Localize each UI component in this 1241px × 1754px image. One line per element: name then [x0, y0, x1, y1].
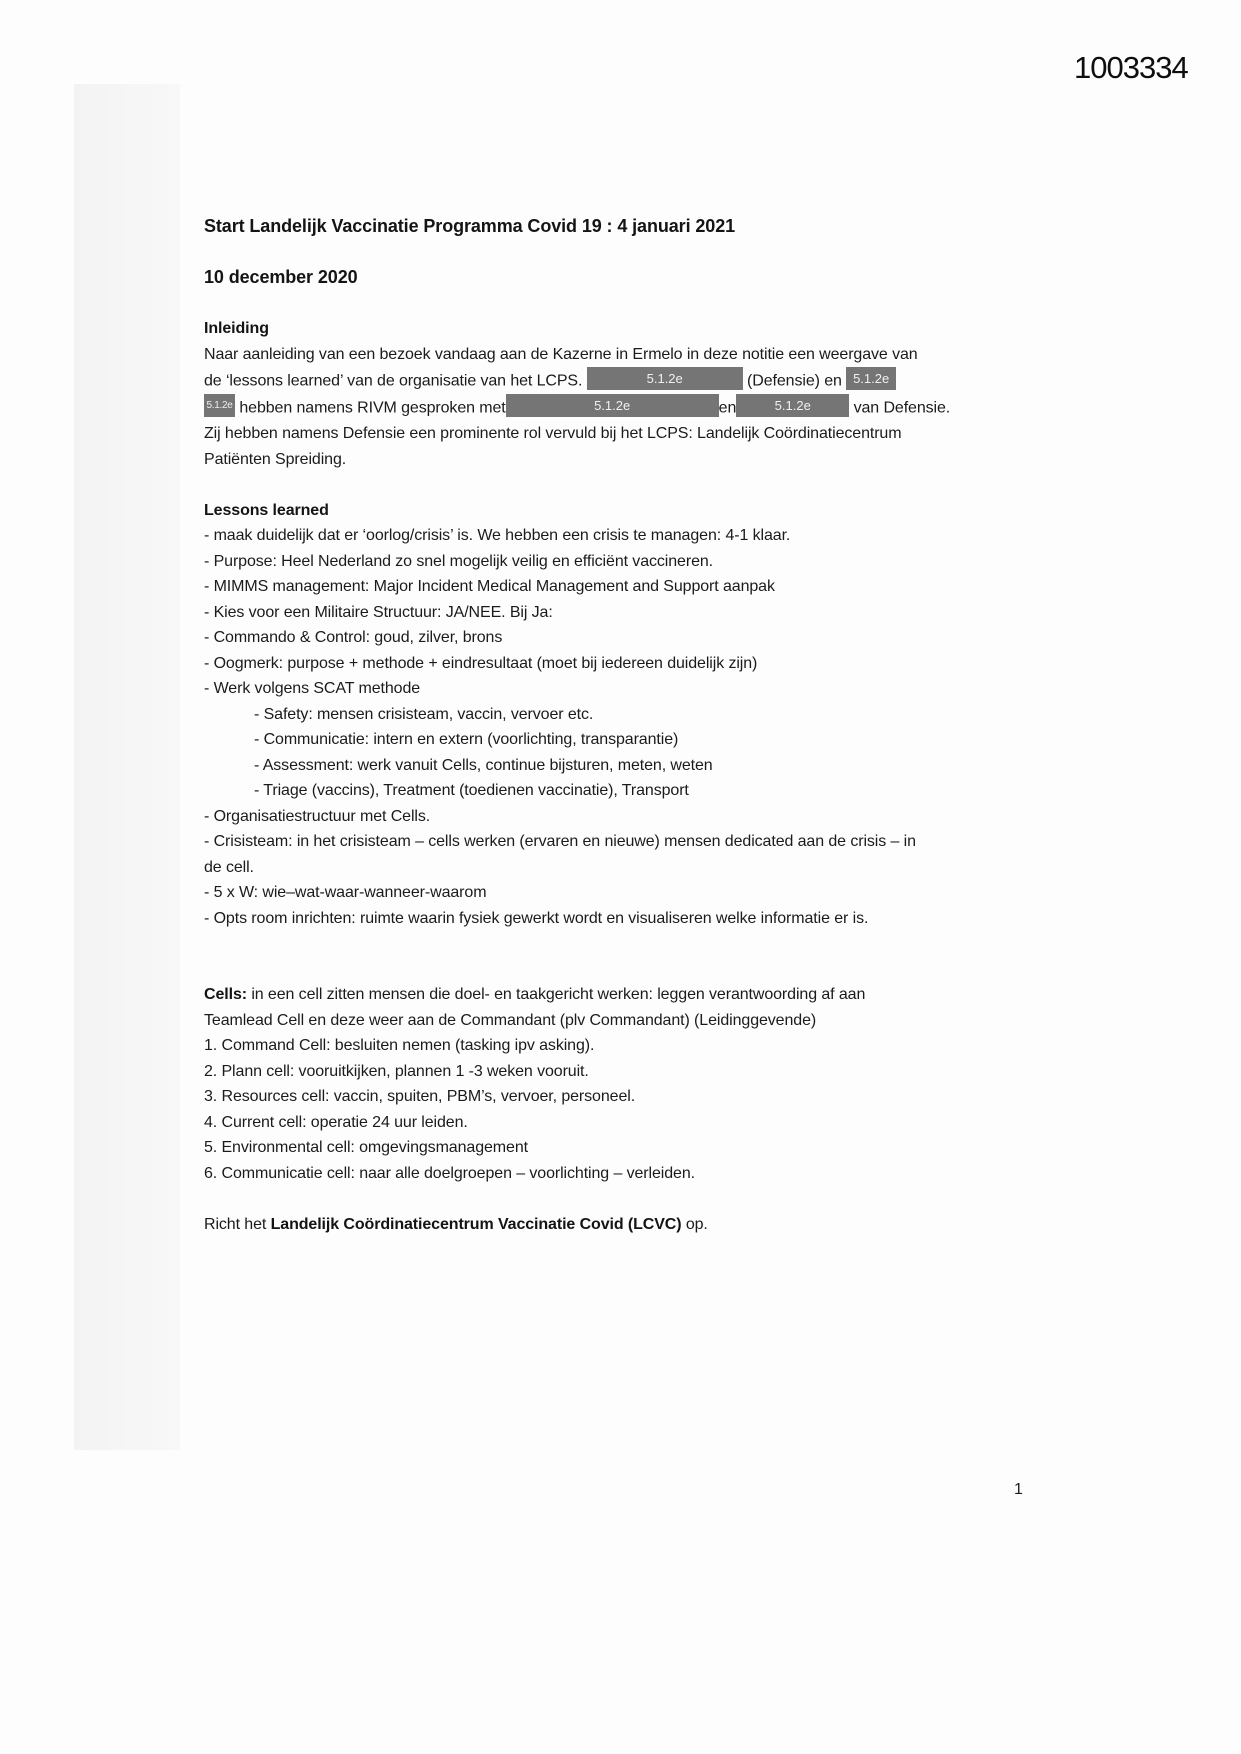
text-segment: Patiënten Spreiding.: [204, 450, 347, 468]
text-segment-bold: Inleiding: [204, 320, 269, 337]
text-line: [204, 676, 1054, 702]
text-line: [204, 1110, 1054, 1136]
text-line: [204, 1084, 1054, 1110]
text-line: [204, 753, 1054, 779]
text-segment: in een cell zitten mensen die doel- en taakgericht werken: leggen verantwoording af aan: [246, 986, 866, 1003]
text-segment: - Crisisteam: in het crisisteam – cells werken (ervaren en nieuwe) mensen dedicated aan de crisis – in: [204, 833, 916, 850]
text-segment: - Purpose: Heel Nederland zo snel mogelijk veilig en efficiënt vaccineren.: [204, 552, 714, 570]
text-segment-bold: Landelijk Coördinatiecentrum Vaccinatie Covid (LCVC): [270, 1215, 682, 1233]
text-segment: 4. Current cell: operatie 24 uur leiden.: [204, 1113, 468, 1131]
text-line: [204, 394, 1054, 421]
text-line: [204, 367, 1054, 394]
redaction-box: 5.1.2e: [846, 367, 896, 390]
text-line: [204, 702, 1054, 728]
redaction-box: 5.1.2e: [204, 394, 235, 417]
text-segment: - MIMMS management: Major Incident Medical Management and Support aanpak: [204, 578, 775, 595]
text-line: [204, 1059, 1054, 1085]
text-segment: - Werk volgens SCAT methode: [204, 680, 421, 697]
text-segment: en: [718, 399, 737, 417]
text-line: [204, 778, 1054, 804]
text-segment: - Organisatiestructuur met Cells.: [204, 807, 431, 825]
text-segment: 5. Environmental cell: omgevingsmanagement: [204, 1139, 528, 1156]
text-segment: - Triage (vaccins), Treatment (toedienen vaccinatie), Transport: [254, 782, 689, 799]
text-segment: Richt het: [204, 1215, 271, 1233]
text-line: [204, 906, 1054, 932]
text-segment: Naar aanleiding van een bezoek vandaag aan de Kazerne in Ermelo in deze notitie een weergave van: [204, 345, 918, 363]
text-line: [204, 727, 1054, 753]
text-line: [204, 1135, 1054, 1161]
text-segment: - Safety: mensen crisisteam, vaccin, vervoer etc.: [254, 705, 594, 723]
text-line: [204, 829, 1054, 855]
text-segment: van Defensie.: [849, 399, 951, 417]
text-line: [204, 342, 1054, 368]
scan-artifact: [74, 84, 180, 1450]
text-line: [204, 600, 1054, 626]
text-segment: - Communicatie: intern en extern (voorlichting, transparantie): [254, 731, 679, 748]
text-segment: - Kies voor een Militaire Structuur: JA/NEE. Bij Ja:: [204, 603, 553, 621]
text-line: [204, 574, 1054, 600]
text-line: [204, 625, 1054, 651]
text-segment-bold: 10 december 2020: [204, 267, 358, 287]
text-line: [204, 523, 1054, 549]
text-segment: 6. Communicatie cell: naar alle doelgroepen – voorlichting – verleiden.: [204, 1164, 695, 1182]
text-segment: op.: [681, 1215, 708, 1233]
text-line: [204, 549, 1054, 575]
text-line: [204, 214, 1054, 240]
text-segment-bold: Cells:: [204, 986, 247, 1003]
redaction-box: 5.1.2e: [506, 394, 719, 417]
text-line: [204, 804, 1054, 830]
text-line: [204, 855, 1054, 881]
text-segment: - 5 x W: wie–wat-waar-wanneer-waarom: [204, 884, 487, 901]
text-line: [204, 447, 1054, 473]
text-line: [204, 498, 1054, 524]
text-segment: Zij hebben namens Defensie een prominente rol vervuld bij het LCPS: Landelijk Coördinatiecentrum: [204, 425, 902, 442]
text-segment: 1. Command Cell: besluiten nemen (tasking ipv asking).: [204, 1037, 595, 1054]
text-line: [204, 982, 1054, 1008]
text-segment-bold: Start Landelijk Vaccinatie Programma Covid 19 : 4 januari 2021: [204, 216, 736, 236]
text-line: [204, 1212, 1054, 1238]
text-segment: - Opts room inrichten: ruimte waarin fysiek gewerkt wordt en visualiseren welke informatie er is.: [204, 909, 869, 927]
text-line: [204, 1008, 1054, 1034]
redaction-box: 5.1.2e: [736, 394, 849, 417]
text-line: [204, 1033, 1054, 1059]
text-segment: hebben namens RIVM gesproken met: [235, 399, 506, 417]
text-segment: de ‘lessons learned’ van de organisatie van het LCPS.: [204, 372, 587, 390]
document-body: [204, 214, 1054, 1237]
text-segment: Teamlead Cell en deze weer aan de Commandant (plv Commandant) (Leidinggevende): [204, 1011, 817, 1029]
text-segment: de cell.: [204, 858, 254, 876]
text-line: [204, 651, 1054, 677]
doc-number: 1003334: [1074, 50, 1188, 85]
text-line: [204, 421, 1054, 447]
text-segment: 2. Plann cell: vooruitkijken, plannen 1 -3 weken vooruit.: [204, 1062, 589, 1080]
text-segment: 3. Resources cell: vaccin, spuiten, PBM’s, vervoer, personeel.: [204, 1088, 636, 1105]
text-line: [204, 265, 1054, 291]
redaction-box: 5.1.2e: [587, 367, 743, 390]
text-segment: - Oogmerk: purpose + methode + eindresultaat (moet bij iedereen duidelijk zijn): [204, 654, 758, 672]
text-segment: (Defensie) en: [742, 372, 847, 390]
text-segment: - Assessment: werk vanuit Cells, continue bijsturen, meten, weten: [254, 756, 713, 774]
text-segment: - maak duidelijk dat er ‘oorlog/crisis’ is. We hebben een crisis te managen: 4-1 klaar.: [204, 527, 791, 544]
text-segment-bold: Lessons learned: [204, 501, 329, 519]
text-segment: - Commando & Control: goud, zilver, brons: [204, 629, 503, 646]
text-line: [204, 880, 1054, 906]
text-line: [204, 1161, 1054, 1187]
page-number: 1: [1014, 1481, 1023, 1498]
text-line: [204, 316, 1054, 342]
